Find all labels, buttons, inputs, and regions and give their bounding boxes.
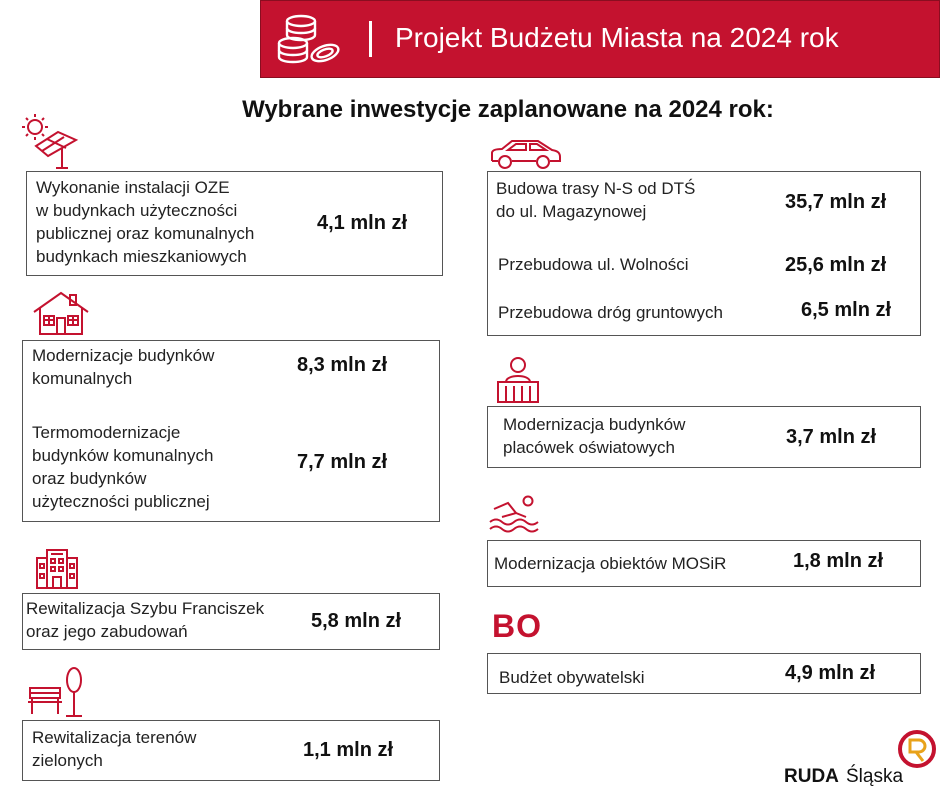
building-icon (34, 548, 80, 590)
schools-label-line-2: placówek oświatowych (503, 438, 675, 457)
bo-heading: BO (492, 608, 542, 644)
franciszek-amount: 5,8 mln zł (311, 610, 402, 632)
car-icon (488, 137, 564, 171)
oze-label-line-4: budynkach mieszkaniowych (36, 247, 247, 266)
mosir-card (487, 540, 921, 587)
schools-amount: 3,7 mln zł (786, 426, 877, 448)
ns-route-amount: 35,7 mln zł (785, 191, 887, 213)
citizens-budget-label: Budżet obywatelski (499, 668, 645, 687)
ns-route-label-line-1: Budowa trasy N-S od DTŚ (496, 179, 696, 198)
franciszek-label-line-1: Rewitalizacja Szybu Franciszek (26, 599, 265, 618)
city-emblem-icon (896, 728, 938, 770)
swimmer-icon (488, 495, 546, 533)
thermomodernization-label-line-1: Termomodernizacje (32, 423, 181, 442)
house-icon (32, 290, 90, 336)
green-areas-label-line-2: zielonych (32, 751, 103, 770)
thermomodernization-label-line-4: użyteczności publicznej (32, 492, 210, 511)
roads-card (487, 171, 921, 336)
oze-installation-card (26, 171, 443, 276)
dirt-roads-amount: 6,5 mln zł (801, 299, 892, 321)
thermomodernization-label-line-2: budynków komunalnych (32, 446, 214, 465)
park-bench-icon (26, 664, 86, 718)
thermomodernization-label-line-3: oraz budynków (32, 469, 147, 488)
oze-amount: 4,1 mln zł (317, 212, 408, 234)
section-subtitle: Wybrane inwestycje zaplanowane na 2024 rok: (242, 96, 774, 123)
green-areas-label-line-1: Rewitalizacja terenów (32, 728, 197, 747)
communal-modernization-amount: 8,3 mln zł (297, 354, 388, 376)
communal-buildings-card (22, 340, 440, 522)
mosir-label: Modernizacja obiektów MOSiR (494, 554, 727, 573)
wolnosci-street-amount: 25,6 mln zł (785, 254, 887, 276)
teacher-desk-icon (494, 356, 542, 404)
schools-card (487, 406, 921, 468)
mosir-amount: 1,8 mln zł (793, 550, 884, 572)
schools-label-line-1: Modernizacja budynków (503, 415, 686, 434)
ns-route-label-line-2: do ul. Magazynowej (496, 202, 647, 221)
oze-label-line-2: w budynkach użyteczności (36, 201, 238, 220)
citizens-budget-card (487, 653, 921, 694)
oze-label-line-3: publicznej oraz komunalnych (36, 224, 255, 243)
oze-label-line-1: Wykonanie instalacji OZE (36, 178, 230, 197)
thermomodernization-amount: 7,7 mln zł (297, 451, 388, 473)
page-title: Projekt Budżetu Miasta na 2024 rok (395, 22, 839, 53)
coins-icon (275, 7, 345, 71)
header-banner (260, 0, 940, 78)
communal-modernization-label-line-1: Modernizacje budynków (32, 346, 215, 365)
citizens-budget-amount: 4,9 mln zł (785, 662, 876, 684)
logo-text-slaska: Śląska (846, 766, 904, 787)
ruda-slaska-logo (784, 728, 940, 788)
franciszek-shaft-card (22, 593, 440, 650)
dirt-roads-label: Przebudowa dróg gruntowych (498, 303, 723, 322)
communal-modernization-label-line-2: komunalnych (32, 369, 133, 388)
header-separator (369, 21, 372, 57)
wolnosci-street-label: Przebudowa ul. Wolności (498, 255, 689, 274)
green-areas-amount: 1,1 mln zł (303, 739, 394, 761)
franciszek-label-line-2: oraz jego zabudowań (26, 622, 188, 641)
solar-panel-icon (18, 112, 82, 170)
logo-text-ruda: RUDA (784, 766, 839, 787)
green-areas-card (22, 720, 440, 781)
